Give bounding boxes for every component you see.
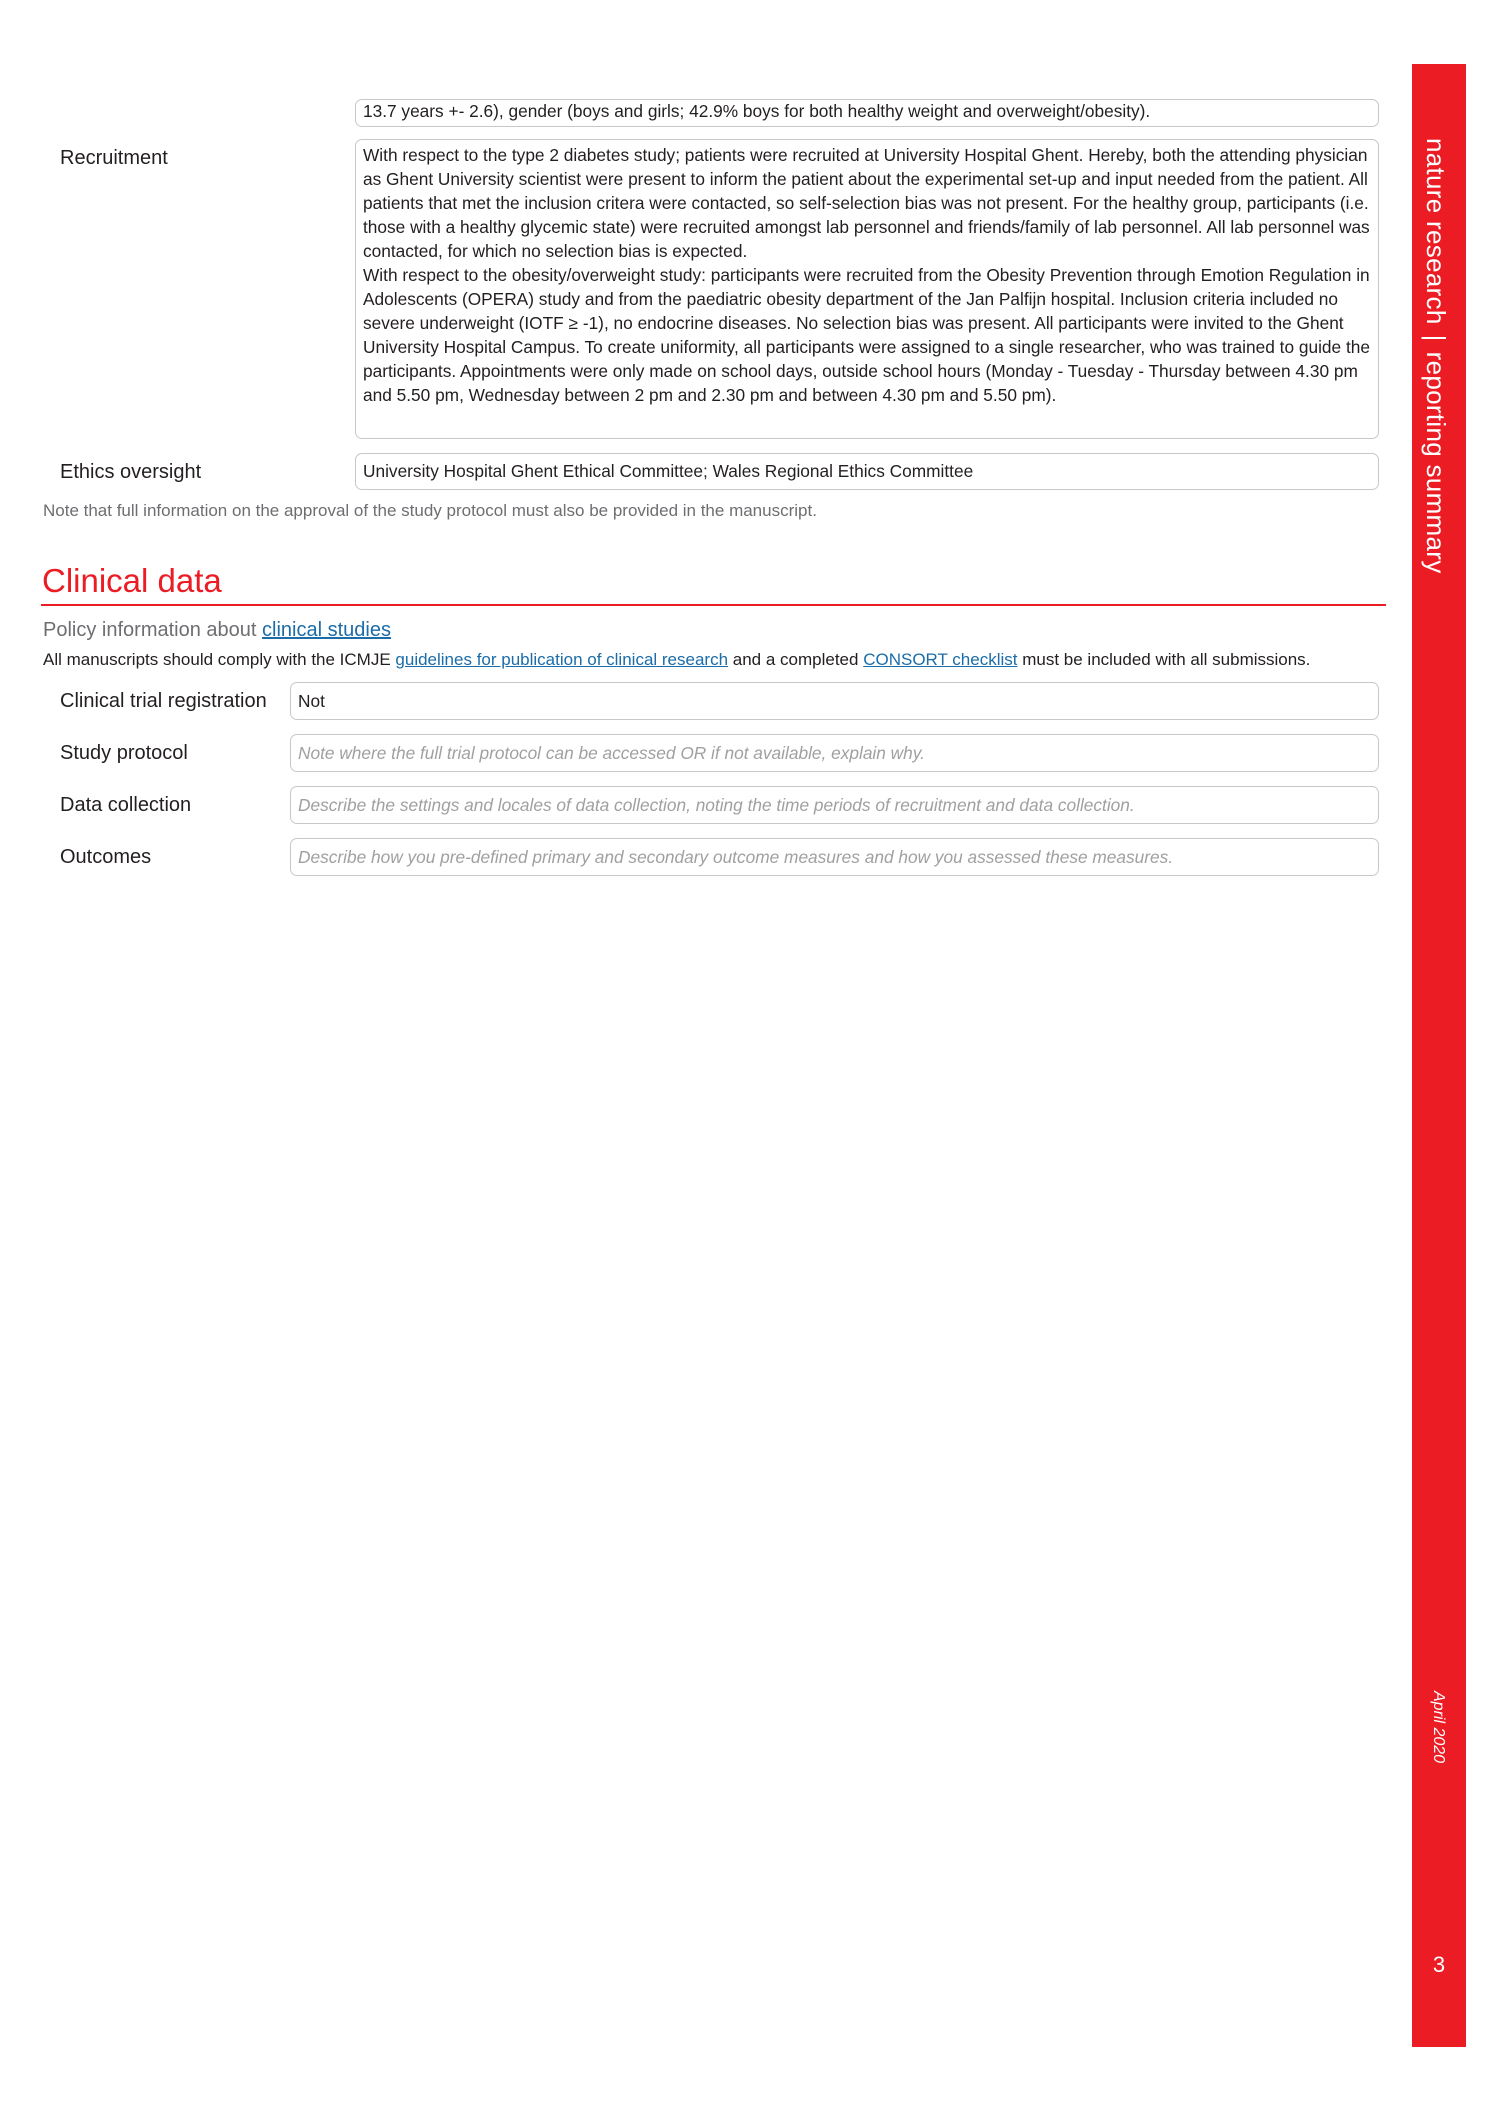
recruitment-paragraph-1: With respect to the type 2 diabetes study; patients were recruited at University Hospital Ghent. Hereby, both the attending physician as Ghent University scientist were present to inform the patient about the experimental set-up and input needed from the patient. All patients that met the inclusion critera were contacted, so self-selection bias was not present. For the healthy group, participants (i.e. those with a healthy glycemic state) were recruited amongst lab personnel and friends/family of lab personnel. All lab personnel was contacted, for which no selection bias is expected. — [363, 145, 1370, 261]
recruitment-paragraph-2: With respect to the obesity/overweight study: participants were recruited from the Obesity Prevention through Emotion Regulation in Adolescents (OPERA) study and from the paediatric obesity department of the Jan Palfijn hospital. Inclusion criteria included no severe underweight (IOTF ≥ -1), no endocrine diseases. No selection bias was present. All participants were invited to the Ghent University Hospital Campus. To create uniformity, all participants were assigned to a single researcher, who was trained to guide the participants. Appointments were only made on school days, outside school hours (Monday - Tuesday - Thursday between 4.30 pm and 5.50 pm, Wednesday between 2 pm and 2.30 pm and between 4.30 pm and 5.50 pm). — [363, 265, 1370, 405]
outcomes-label: Outcomes — [60, 846, 152, 868]
outcomes-field[interactable] — [290, 838, 1379, 876]
ethics-value: University Hospital Ghent Ethical Committee; Wales Regional Ethics Committee — [363, 461, 974, 481]
study-protocol-label: Study protocol — [60, 742, 188, 764]
demographics-field[interactable] — [355, 99, 1379, 127]
policy-prefix: Policy information about — [43, 619, 263, 641]
icmje-guidelines-link[interactable]: guidelines for publication of clinical research — [395, 650, 729, 669]
sidebar-title-document: reporting summary — [1421, 351, 1451, 574]
study-protocol-field[interactable] — [290, 734, 1379, 772]
section-title-clinical-data: Clinical data — [42, 562, 222, 599]
demographics-text: 13.7 years +- 2.6), gender (boys and girls; 42.9% boys for both healthy weight and overweight/obesity). — [363, 101, 1151, 121]
ethics-field[interactable] — [355, 453, 1379, 490]
approval-note: Note that full information on the approval of the study protocol must also be provided in the manuscript. — [43, 501, 817, 520]
clinical-trial-registration-value: Not — [298, 691, 325, 711]
consort-checklist-link[interactable]: CONSORT checklist — [863, 650, 1018, 669]
recruitment-label: Recruitment — [60, 147, 168, 169]
ethics-label: Ethics oversight — [60, 461, 202, 483]
data-collection-field[interactable] — [290, 786, 1379, 824]
policy-line — [43, 619, 391, 642]
comply-text-2: and a completed — [728, 650, 864, 669]
recruitment-field[interactable] — [355, 139, 1379, 439]
study-protocol-placeholder: Note where the full trial protocol can be accessed OR if not available, explain why. — [298, 743, 925, 763]
clinical-trial-registration-label: Clinical trial registration — [60, 690, 267, 712]
comply-line — [43, 650, 1310, 670]
comply-text-3: must be included with all submissions. — [1017, 650, 1311, 669]
sidebar-title — [1420, 138, 1451, 574]
data-collection-label: Data collection — [60, 794, 192, 816]
clinical-trial-registration-field[interactable] — [290, 682, 1379, 720]
data-collection-placeholder: Describe the settings and locales of data collection, noting the time periods of recruitment and data collection. — [298, 795, 1135, 815]
sidebar-title-journal: nature research — [1421, 138, 1451, 325]
comply-text-1: All manuscripts should comply with the ICMJE — [43, 650, 396, 669]
clinical-studies-link[interactable]: clinical studies — [262, 619, 391, 641]
outcomes-placeholder: Describe how you pre-defined primary and secondary outcome measures and how you assessed these measures. — [298, 847, 1174, 867]
section-divider — [41, 604, 1386, 606]
sidebar-date: April 2020 — [1430, 1691, 1447, 1764]
sidebar-title-separator: | — [1421, 334, 1451, 342]
page-number: 3 — [1432, 1952, 1446, 1977]
